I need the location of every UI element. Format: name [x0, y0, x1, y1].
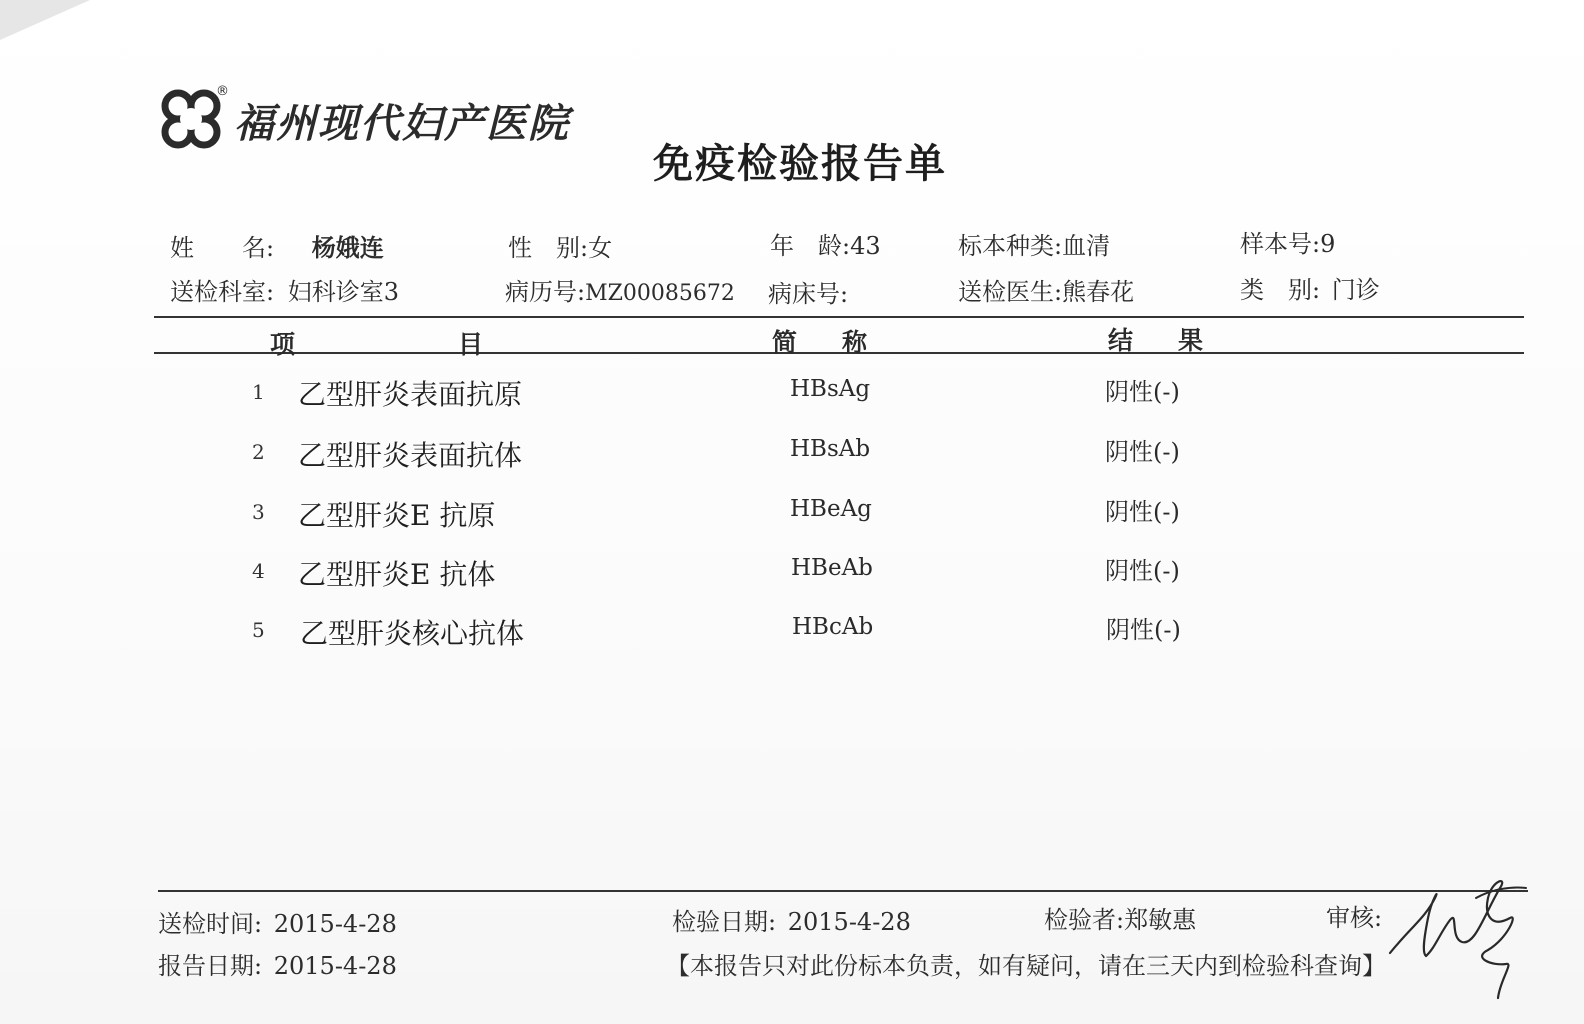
test-result: 阴性(-): [1105, 378, 1180, 406]
table-header-rule: [154, 352, 1524, 354]
header-abbr-char1: 简: [772, 328, 798, 357]
age-value: 43: [850, 232, 881, 260]
submit-time-value: 2015-4-28: [273, 910, 397, 938]
medical-record-field: [505, 272, 735, 307]
doctor-label: 送检医生:: [958, 278, 1063, 306]
age-field: [770, 226, 881, 261]
test-item-name: 乙型肝炎表面抗原: [298, 378, 523, 411]
doctor-value: 熊春花: [1062, 278, 1135, 306]
report-date-label: 报告日期:: [158, 952, 263, 980]
bed-label: 病床号:: [768, 280, 849, 308]
test-date-field: [672, 902, 911, 937]
tester-value: 郑敏惠: [1124, 906, 1197, 934]
category-label: 类 别:: [1240, 276, 1321, 304]
review-label: 审核:: [1326, 904, 1383, 932]
submit-time-field: [158, 904, 397, 939]
folded-corner: [0, 0, 90, 40]
test-result: 阴性(-): [1106, 616, 1181, 644]
test-date-value: 2015-4-28: [787, 908, 911, 936]
age-label: 年 龄:: [770, 232, 851, 260]
test-item-name: 乙型肝炎E 抗体: [298, 558, 496, 591]
sex-field: [508, 228, 612, 263]
test-item-abbreviation: HBsAg: [790, 376, 871, 402]
patient-name-value: 杨娥连: [311, 233, 384, 262]
header-item-char1: 项: [270, 330, 296, 359]
row-number: 1: [252, 380, 265, 404]
test-item-abbreviation: HBeAb: [791, 555, 873, 581]
submit-time-label: 送检时间:: [158, 910, 263, 938]
table-top-rule: [154, 316, 1524, 318]
test-item-abbreviation: HBcAb: [792, 614, 874, 640]
category-field: [1240, 270, 1380, 305]
medical-record-value: MZ00085672: [585, 281, 735, 306]
header-item-char2: 目: [458, 330, 484, 359]
sex-label: 性 别:: [508, 234, 589, 262]
bed-field: [768, 274, 848, 309]
specimen-field: [958, 226, 1110, 261]
test-result: 阴性(-): [1105, 498, 1180, 526]
reviewer-signature: [1380, 858, 1530, 1008]
test-item-abbreviation: HBsAb: [790, 436, 871, 462]
patient-name-label: 姓 名:: [170, 234, 275, 262]
hospital-name: 福州现代妇产医院: [234, 101, 570, 147]
report-date-field: [158, 946, 397, 981]
sex-value: 女: [588, 234, 613, 262]
footer-rule: [158, 890, 1528, 892]
row-number: 3: [252, 500, 265, 524]
department-value: 妇科诊室3: [287, 278, 400, 306]
header-result-char2: 果: [1178, 326, 1204, 355]
row-number: 2: [252, 440, 265, 464]
sample-number-value: 9: [1320, 230, 1336, 258]
test-result: 阴性(-): [1105, 557, 1180, 585]
category-value: 门诊: [1331, 276, 1380, 304]
row-number: 5: [252, 618, 265, 642]
test-item-abbreviation: HBeAg: [790, 496, 872, 522]
report-title: 免疫检验报告单: [653, 141, 947, 187]
department-label: 送检科室:: [170, 278, 275, 306]
header-result-char1: 结: [1108, 326, 1134, 355]
registered-mark: ®: [216, 84, 229, 99]
disclaimer-text: 【本报告只对此份标本负责，如有疑问，请在三天内到检验科查询】: [666, 952, 1386, 980]
patient-name-field: [170, 228, 384, 263]
tester-field: [1044, 900, 1196, 935]
row-number: 4: [252, 559, 265, 583]
test-item-name: 乙型肝炎表面抗体: [298, 439, 523, 472]
tester-label: 检验者:: [1044, 906, 1125, 934]
specimen-label: 标本种类:: [958, 232, 1063, 260]
specimen-value: 血清: [1062, 232, 1111, 260]
medical-record-label: 病历号:: [505, 278, 586, 306]
report-date-value: 2015-4-28: [273, 952, 397, 980]
test-item-name: 乙型肝炎E 抗原: [298, 499, 496, 532]
test-date-label: 检验日期:: [672, 908, 777, 936]
test-result: 阴性(-): [1105, 438, 1180, 466]
department-field: [170, 272, 399, 307]
doctor-field: [958, 272, 1134, 307]
sample-number-label: 样本号:: [1240, 230, 1321, 258]
sample-number-field: [1240, 224, 1335, 259]
test-item-name: 乙型肝炎核心抗体: [300, 617, 525, 650]
header-abbr-char2: 称: [842, 328, 868, 357]
